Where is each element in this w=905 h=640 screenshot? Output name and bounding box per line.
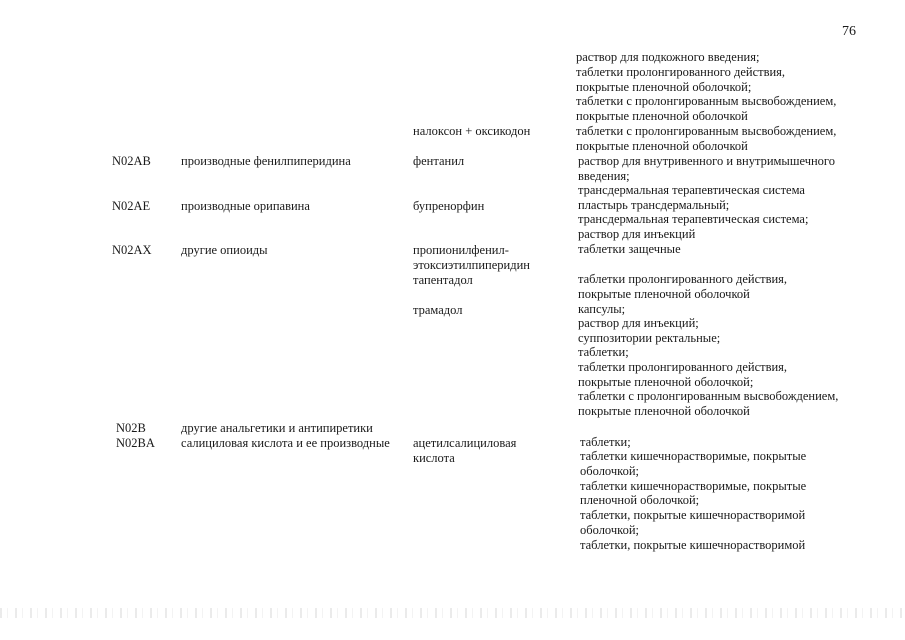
dosage-form-line: трансдермальная терапевтическая система: [578, 183, 805, 197]
atc-group-name: другие опиоиды: [181, 243, 268, 257]
dosage-form-line: таблетки пролонгированного действия,: [578, 360, 788, 374]
atc-code: N02BA: [116, 436, 155, 450]
dosage-form-line: раствор для внутривенного и внутримышечного: [578, 154, 835, 168]
page-number: 76: [842, 24, 856, 39]
dosage-form-line: покрытые пленочной оболочкой: [576, 139, 748, 153]
atc-group-name: производные орипавина: [181, 199, 310, 213]
scan-artifact-strip: [0, 608, 905, 618]
drug-name: этоксиэтилпиперидин: [413, 258, 530, 272]
dosage-form-line: таблетки с пролонгированным высвобождением,: [578, 389, 839, 403]
drug-name: кислота: [413, 451, 455, 465]
dosage-form-line: капсулы;: [578, 302, 626, 316]
drug-name: тапентадол: [413, 273, 473, 287]
dosage-form-line: раствор для инъекций: [578, 227, 696, 241]
dosage-form-line: таблетки, покрытые кишечнорастворимой: [580, 508, 806, 522]
dosage-form-line: покрытые пленочной оболочкой;: [578, 375, 754, 389]
atc-group-name: производные фенилпиперидина: [181, 154, 351, 168]
dosage-form-line: введения;: [578, 169, 630, 183]
drug-name: ацетилсалициловая: [413, 436, 517, 450]
dosage-form-line: таблетки кишечнорастворимые, покрытые: [580, 449, 807, 463]
dosage-form-line: пластырь трансдермальный;: [578, 198, 730, 212]
dosage-form-line: трансдермальная терапевтическая система;: [578, 212, 809, 226]
dosage-form-line: таблетки пролонгированного действия,: [578, 272, 788, 286]
dosage-form-line: суппозитории ректальные;: [578, 331, 721, 345]
dosage-form-line: покрытые пленочной оболочкой: [578, 287, 750, 301]
dosage-form-line: таблетки кишечнорастворимые, покрытые: [580, 479, 807, 493]
dosage-form-line: таблетки;: [580, 435, 631, 449]
atc-code: N02B: [116, 421, 146, 435]
dosage-form-line: покрытые пленочной оболочкой: [578, 404, 750, 418]
drug-name: бупренорфин: [413, 199, 485, 213]
dosage-form-line: таблетки;: [578, 345, 629, 359]
dosage-form-line: таблетки с пролонгированным высвобождением,: [576, 94, 837, 108]
dosage-form-line: покрытые пленочной оболочкой: [576, 109, 748, 123]
atc-group-name: салициловая кислота и ее производные: [181, 436, 390, 450]
dosage-form-line: таблетки защечные: [578, 242, 681, 256]
dosage-form-line: таблетки с пролонгированным высвобождением,: [576, 124, 837, 138]
drug-name: трамадол: [413, 303, 463, 317]
atc-code: N02AE: [112, 199, 151, 213]
drug-name: налоксон + оксикодон: [413, 124, 531, 138]
atc-code: N02AX: [112, 243, 152, 257]
dosage-form-line: раствор для подкожного введения;: [576, 50, 760, 64]
dosage-form-line: пленочной оболочкой;: [580, 493, 700, 507]
atc-code: N02AB: [112, 154, 151, 168]
drug-name: фентанил: [413, 154, 465, 168]
dosage-form-line: таблетки пролонгированного действия,: [576, 65, 786, 79]
dosage-form-line: таблетки, покрытые кишечнорастворимой: [580, 538, 806, 552]
dosage-form-line: оболочкой;: [580, 464, 639, 478]
drug-name: пропионилфенил-: [413, 243, 509, 257]
dosage-form-line: покрытые пленочной оболочкой;: [576, 80, 752, 94]
dosage-form-line: оболочкой;: [580, 523, 639, 537]
atc-group-name: другие анальгетики и антипиретики: [181, 421, 373, 435]
dosage-form-line: раствор для инъекций;: [578, 316, 699, 330]
